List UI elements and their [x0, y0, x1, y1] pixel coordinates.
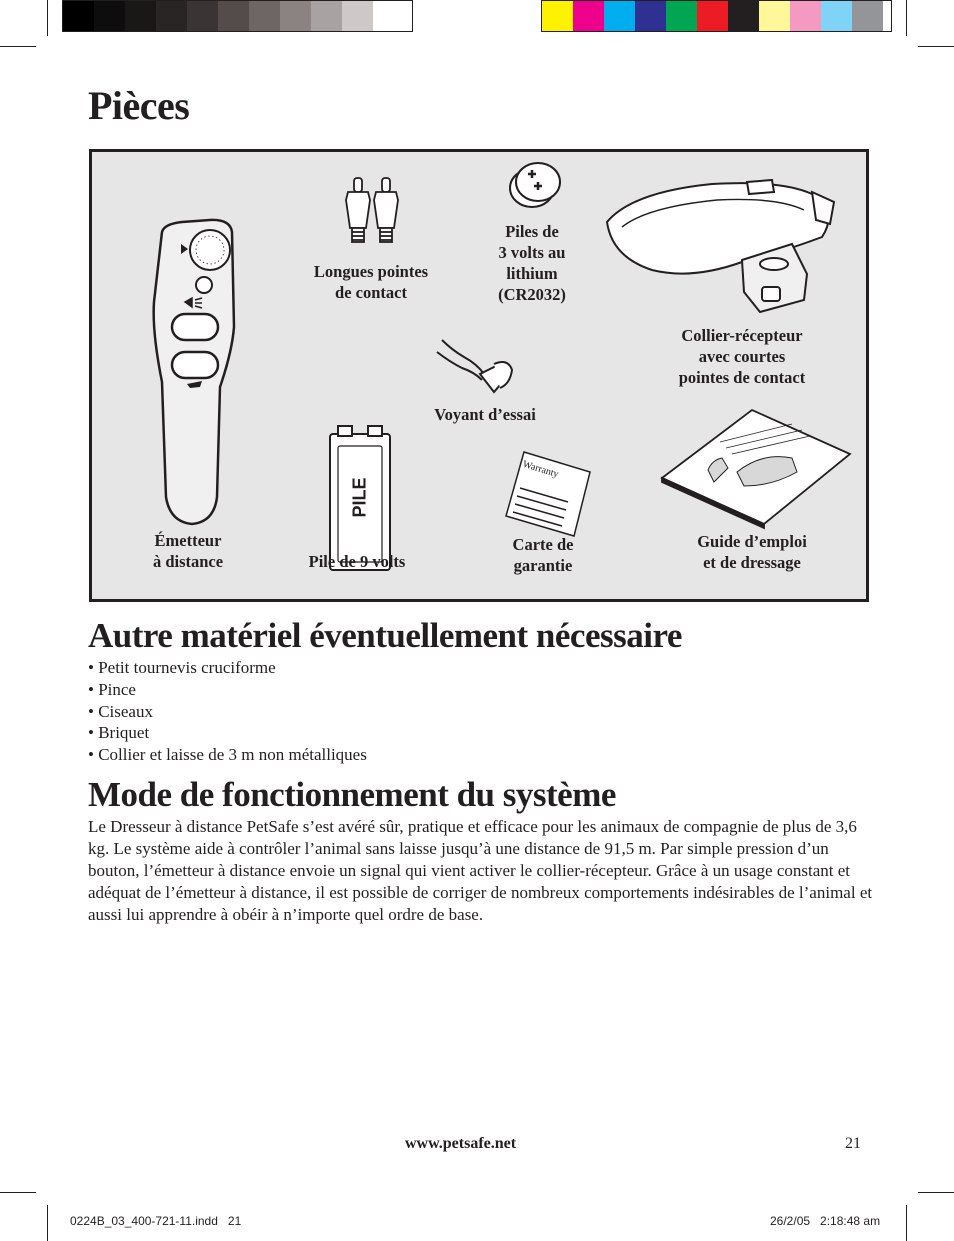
system-operation-heading: Mode de fonctionnement du système [88, 775, 616, 814]
manual-label: Guide d’emploi et de dressage [697, 532, 807, 572]
color-swatch [280, 1, 311, 31]
collar-illustration [607, 180, 834, 312]
color-swatch [573, 1, 604, 31]
color-swatch [342, 1, 373, 31]
transmitter-label: Émetteur à distance [152, 531, 224, 571]
other-equipment-heading: Autre matériel éventuellement nécessaire [88, 616, 682, 655]
list-item: • Collier et laisse de 3 m non métalliques [88, 745, 367, 765]
collar-label: Collier-récepteur avec courtes pointes de contact [678, 326, 806, 387]
color-swatch [759, 1, 790, 31]
parts-panel [89, 149, 869, 602]
color-swatch [852, 1, 883, 31]
crop-mark [918, 1192, 954, 1193]
color-swatch [311, 1, 342, 31]
crop-mark [906, 0, 907, 36]
color-swatch [542, 1, 573, 31]
test-light-illustration [437, 340, 512, 392]
warranty-print: Warranty [521, 458, 560, 481]
color-swatch [790, 1, 821, 31]
color-swatch [156, 1, 187, 31]
list-item: • Petit tournevis cruciforme [88, 658, 276, 677]
warranty-card-label: Carte de garantie [512, 535, 574, 575]
slug-filename: 0224B_03_400-721-11.indd 21 [70, 1214, 242, 1228]
test-light-label: Voyant d’essai [434, 405, 536, 424]
contact-points-label: Longues pointes de contact [313, 262, 429, 302]
crop-mark [47, 1205, 48, 1241]
coin-batteries-illustration [510, 163, 560, 207]
color-swatch [125, 1, 156, 31]
manual-illustration [662, 410, 850, 528]
color-swatch [94, 1, 125, 31]
list-item: • Pince [88, 679, 136, 699]
color-swatch [821, 1, 852, 31]
grayscale-color-bar [62, 0, 413, 32]
list-item: • Briquet [88, 723, 150, 743]
nine-volt-print: PILE [349, 477, 370, 518]
nine-volt-label: Pile de 9 volts [308, 552, 406, 571]
warranty-card-illustration [506, 452, 590, 536]
crop-mark [918, 46, 954, 47]
crop-mark [47, 0, 48, 36]
color-swatch [373, 1, 404, 31]
system-operation-paragraph: Le Dresseur à distance PetSafe s’est avéré sûr, pratique et efficace pour les animaux de compagnie de plus de 3,6 kg. Le système aide à contrôler l’animal sans laisse jusqu’à une distance de 91,5 m. Par simple pression d’un bouton, l’émetteur à distance envoie un signal qui vient activer le collier-récepteur. Grâce à un usage constant et adéquat de l’émetteur à distance, il est possible de corriger de nombreux comportements indésirables de l’animal et aussi lui apprendre à obéir à n’importe quel ordre de base. [88, 817, 873, 924]
contact-points-illustration [346, 178, 398, 242]
color-swatch [63, 1, 94, 31]
color-swatch [604, 1, 635, 31]
crop-mark [906, 1205, 907, 1241]
process-color-bar [541, 0, 892, 32]
crop-mark [0, 46, 36, 47]
transmitter-illustration [154, 220, 234, 524]
coin-batteries-label: Piles de 3 volts au lithium (CR2032) [498, 222, 566, 304]
color-swatch [249, 1, 280, 31]
footer-website: www.petsafe.net [405, 1135, 517, 1152]
list-item: • Ciseaux [88, 701, 153, 721]
color-swatch [666, 1, 697, 31]
page-title: Pièces [88, 83, 190, 128]
other-equipment-list [88, 657, 367, 766]
color-swatch [635, 1, 666, 31]
color-swatch [187, 1, 218, 31]
color-swatch [697, 1, 728, 31]
color-swatch [218, 1, 249, 31]
color-swatch [728, 1, 759, 31]
crop-mark [0, 1192, 36, 1193]
slug-timestamp: 26/2/05 2:18:48 am [770, 1214, 881, 1228]
page-number: 21 [845, 1135, 861, 1152]
